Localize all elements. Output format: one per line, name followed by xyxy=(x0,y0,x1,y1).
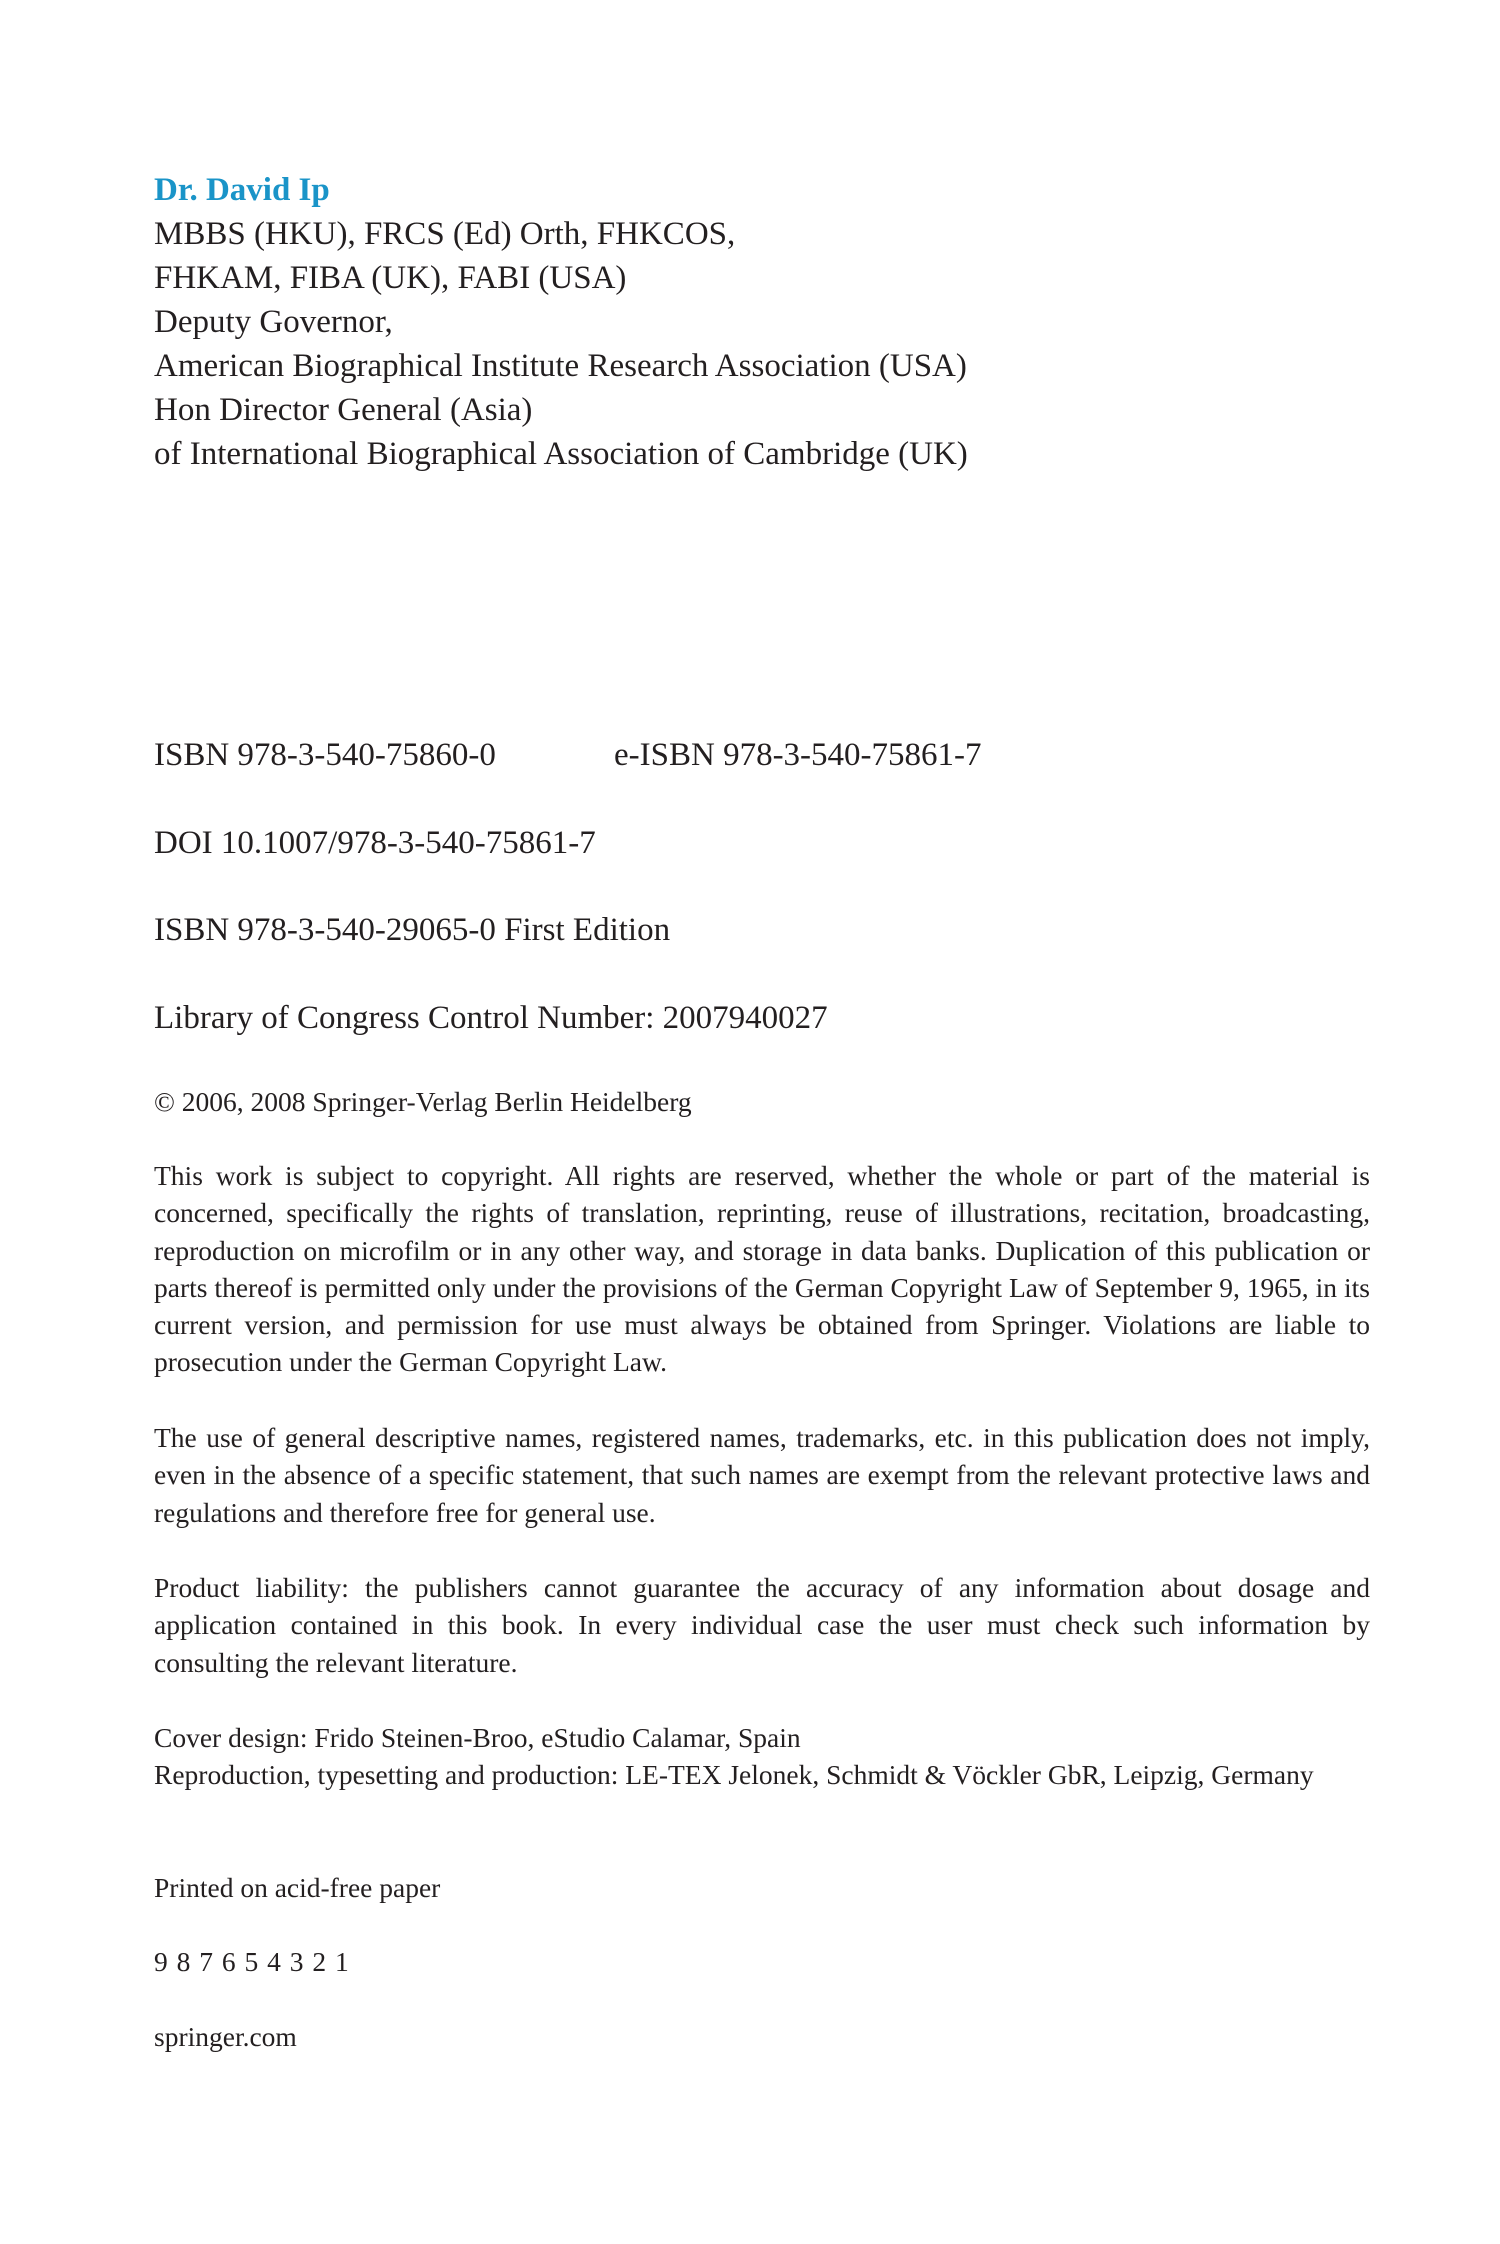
e-isbn: e-ISBN 978-3-540-75861-7 xyxy=(614,737,982,773)
liability-paragraph: Product liability: the publishers cannot guarantee the accuracy of any information about dosage and application contained in this book. In every individual case the user must check such information by consulting the relevant literature. xyxy=(154,1572,1370,1678)
author-title-line-4: American Biographical Institute Research Association (USA) xyxy=(154,348,967,384)
isbn: ISBN 978-3-540-75860-0 xyxy=(154,737,496,773)
lccn: Library of Congress Control Number: 2007940027 xyxy=(154,1000,828,1036)
author-credentials-line-1: MBBS (HKU), FRCS (Ed) Orth, FHKCOS, xyxy=(154,216,736,252)
printing-line: 9 8 7 6 5 4 3 2 1 xyxy=(154,1946,350,1977)
author-title-line-3: Deputy Governor, xyxy=(154,304,393,340)
publisher-website: springer.com xyxy=(154,2021,297,2052)
author-name: Dr. David Ip xyxy=(154,172,330,208)
author-title-line-5: Hon Director General (Asia) xyxy=(154,392,533,428)
author-block xyxy=(154,168,1370,476)
author-credentials-line-2: FHKAM, FIBA (UK), FABI (USA) xyxy=(154,260,627,296)
isbn-row xyxy=(154,733,1370,777)
author-title-line-6: of International Biographical Association of Cambridge (UK) xyxy=(154,436,968,472)
copyright-notice-paragraph: This work is subject to copyright. All rights are reserved, whether the whole or part of the material is concerned, specifically the rights of translation, reprinting, reuse of illustrations, recitation, broadcasting, reproduction on microfilm or in any other way, and storage in data banks. Duplication of this publication or parts thereof is permitted only under the provisions of the German Copyright Law of September 9, 1965, in its current version, and permission for use must always be obtained from Springer. Violations are liable to prosecution under the German Copyright Law. xyxy=(154,1160,1370,1378)
copyright-line: © 2006, 2008 Springer-Verlag Berlin Heidelberg xyxy=(154,1086,692,1117)
reproduction-line: Reproduction, typesetting and production: LE-TEX Jelonek, Schmidt & Vöckler GbR, Leipzig, Germany xyxy=(154,1759,1314,1790)
isbn-first-edition: ISBN 978-3-540-29065-0 First Edition xyxy=(154,912,671,948)
cover-design-line: Cover design: Frido Steinen-Broo, eStudio Calamar, Spain xyxy=(154,1722,801,1753)
trademarks-paragraph: The use of general descriptive names, registered names, trademarks, etc. in this publication does not imply, even in the absence of a specific statement, that such names are exempt from the relevant protective laws and regulations and therefore free for general use. xyxy=(154,1422,1370,1528)
doi: DOI 10.1007/978-3-540-75861-7 xyxy=(154,825,596,861)
paper-note: Printed on acid-free paper xyxy=(154,1872,441,1903)
